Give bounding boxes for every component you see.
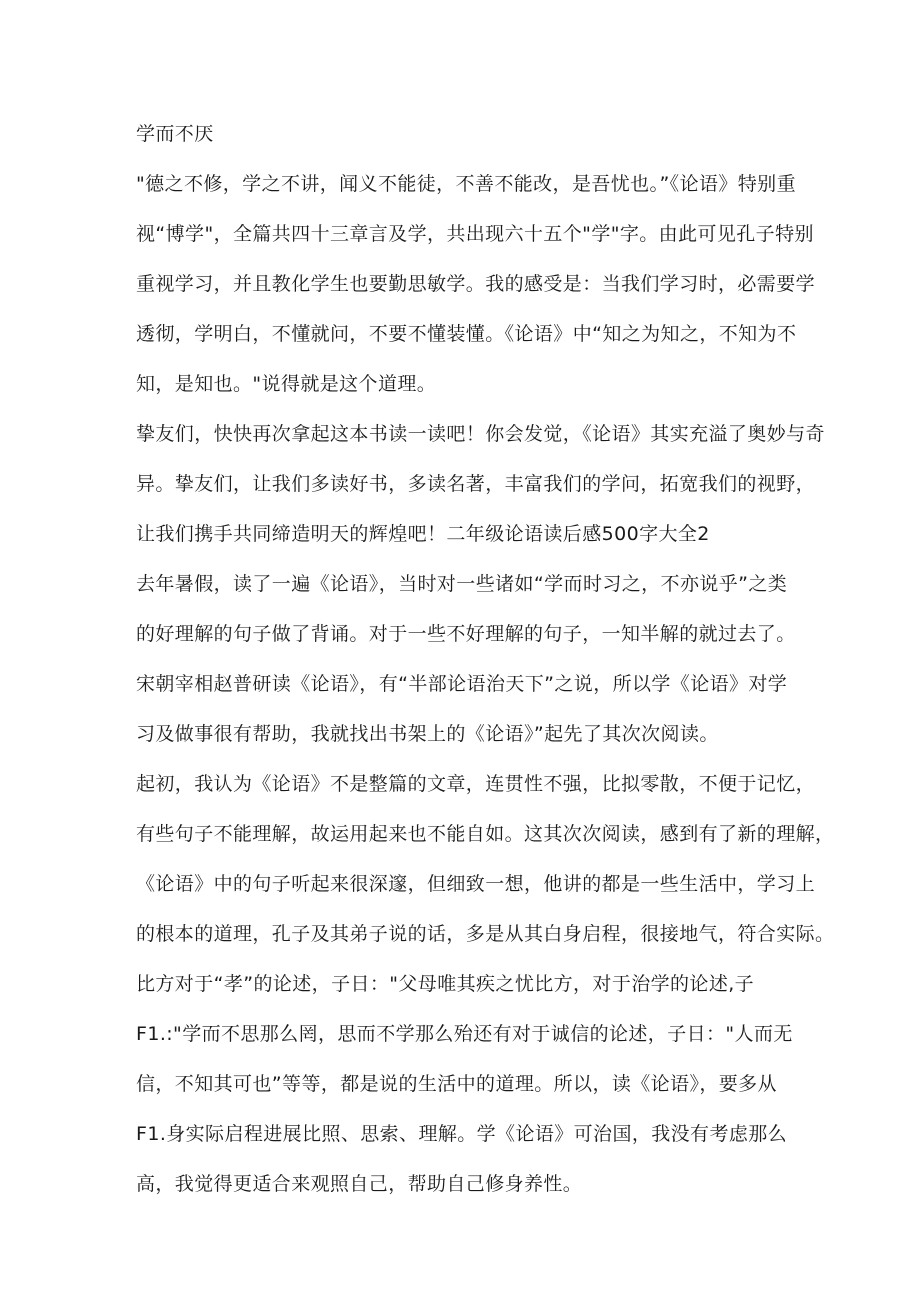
- text-line: 知，是知也。"说得就是这个道理。: [136, 373, 437, 395]
- text-line: 宋朝宰相赵普研读《论语》，有“半部论语治天下”之说，所以学《论语》对学: [136, 673, 788, 695]
- text-line: 挚友们，快快再次拿起这本书读一读吧！你会发觉，《论语》其实充溢了奥妙与奇: [136, 423, 825, 445]
- text-line: 习及做事很有帮助，我就找出书架上的《论语》”起先了其次次阅读。: [136, 723, 719, 745]
- text-line: 有些句子不能理解，故运用起来也不能自如。这其次次阅读，感到有了新的理解，: [136, 823, 835, 845]
- text-line: 透彻，学明白，不懂就问，不要不懂装懂。《论语》中“知之为知之，不知为不: [136, 323, 797, 345]
- text-line: 高，我觉得更适合来观照自己，帮助自己修身养性。: [136, 1173, 583, 1195]
- text-line: 《论语》中的句子听起来很深邃，但细致一想，他讲的都是一些生活中，学习上: [136, 873, 816, 895]
- text-line: 重视学习，并且教化学生也要勤思敏学。我的感受是：当我们学习时，必需要学: [136, 273, 816, 295]
- text-line: F1.:"学而不思那么罔，思而不学那么殆还有对于诚信的论述，子日："人而无: [136, 1023, 793, 1045]
- text-line: 的根本的道理，孔子及其弟子说的话，多是从其白身启程，很接地气，符合实际。: [136, 923, 835, 945]
- text-line: 比方对于“孝”的论述，子日："父母唯其疾之忧比方，对于治学的论述,子: [136, 973, 755, 995]
- section-title: 学而不厌: [136, 123, 214, 145]
- text-line: F1.身实际启程进展比照、思索、理解。学《论语》可治国，我没有考虑那么: [136, 1123, 788, 1145]
- text-line: 信，不知其可也”等等，都是说的生活中的道理。所以，读《论语》，要多从: [136, 1073, 777, 1095]
- text-line: 去年暑假，读了一遍《论语》，当时对一些诸如“学而时习之，不亦说乎”之类: [136, 573, 788, 595]
- text-line: 起初，我认为《论语》不是整篇的文章，连贯性不强，比拟零散，不便于记忆，: [136, 773, 816, 795]
- text-line: 让我们携手共同缔造明天的辉煌吧！二年级论语读后感500字大全2: [136, 523, 710, 545]
- text-line: 的好理解的句子做了背诵。对于一些不好理解的句子，一知半解的就过去了。: [136, 623, 796, 645]
- text-line: "德之不修，学之不讲，闻义不能徒，不善不能改，是吾忧也。”《论语》特别重: [136, 173, 796, 195]
- text-line: 异。挚友们，让我们多读好书，多读名著，丰富我们的学问，拓宽我们的视野，: [136, 473, 816, 495]
- text-line: 视“博学"，全篇共四十三章言及学，共出现六十五个"学"字。由此可见孔子特别: [136, 223, 814, 245]
